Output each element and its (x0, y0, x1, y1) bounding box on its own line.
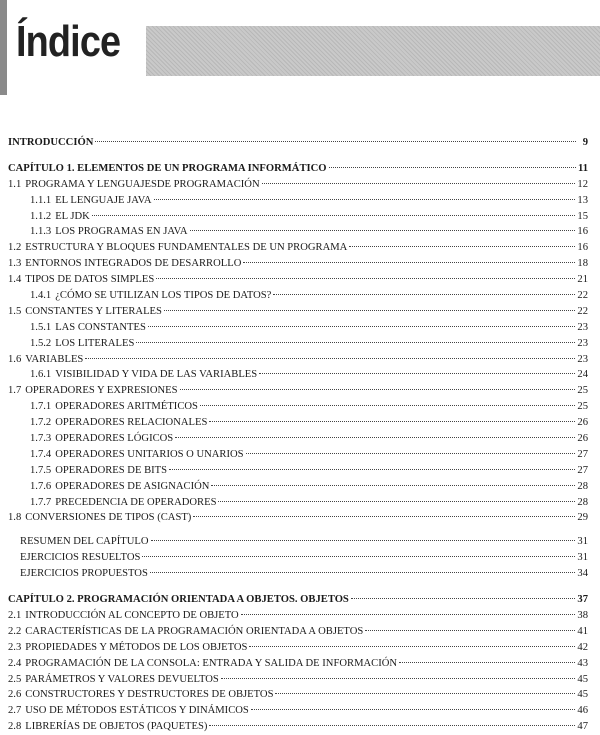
toc-entry-label: OPERADORES RELACIONALES (55, 417, 208, 429)
toc-entry-page: 24 (577, 369, 588, 381)
toc-entry[interactable] (8, 352, 588, 368)
toc-entry[interactable] (8, 224, 588, 240)
leader-dots (249, 646, 575, 647)
leader-dots (142, 556, 575, 557)
toc-entry-page: 45 (577, 673, 588, 685)
toc-entry-label: PROPIEDADES Y MÉTODOS DE LOS OBJETOS (25, 641, 248, 653)
toc-entry-number: 1.7.6 (30, 480, 52, 492)
leader-dots (349, 246, 575, 247)
toc-entry-number: 1.7.7 (30, 496, 52, 508)
toc-entry-page: 45 (577, 689, 588, 701)
toc-entry[interactable] (8, 367, 588, 383)
toc-entry-label: PARÁMETROS Y VALORES DEVUELTOS (25, 673, 219, 685)
toc-entry-number: 1.2 (8, 242, 22, 254)
leader-dots (180, 389, 576, 390)
toc-entry[interactable] (8, 304, 588, 320)
toc-entry[interactable] (8, 479, 588, 495)
toc-entry-number: 2.7 (8, 705, 22, 717)
toc-chapter-2-items (8, 608, 588, 735)
toc-entry[interactable] (8, 550, 588, 566)
toc-entry-label: EJERCICIOS RESUELTOS (20, 552, 141, 564)
toc-entry-label: RESUMEN DEL CAPÍTULO (20, 536, 149, 548)
toc-entry-number: 2.5 (8, 673, 22, 685)
toc-entry-label: LAS CONSTANTES (55, 321, 146, 333)
toc-entry[interactable] (8, 256, 588, 272)
toc-entry[interactable] (8, 209, 588, 225)
leader-dots (329, 167, 576, 168)
toc-entry[interactable] (8, 687, 588, 703)
toc-chapter-1-items (8, 177, 588, 527)
toc-entry[interactable] (8, 177, 588, 193)
leader-dots (246, 453, 576, 454)
toc-entry[interactable] (8, 566, 588, 582)
toc-entry-number: 1.7.4 (30, 448, 52, 460)
toc-entry-label: EL LENGUAJE JAVA (55, 194, 152, 206)
toc-entry-label: VISIBILIDAD Y VIDA DE LAS VARIABLES (55, 369, 258, 381)
leader-dots (164, 310, 575, 311)
leader-dots (175, 437, 575, 438)
toc-entry[interactable] (8, 703, 588, 719)
leader-dots (156, 278, 575, 279)
toc-entry-page: 11 (577, 162, 588, 174)
toc-entry[interactable] (8, 336, 588, 352)
toc-chapter-1-heading[interactable] (8, 161, 588, 177)
toc-entry-page: 23 (577, 321, 588, 333)
toc-entry-number: 2.4 (8, 657, 22, 669)
toc-entry[interactable] (8, 640, 588, 656)
toc-entry-page: 43 (577, 657, 588, 669)
toc-entry[interactable] (8, 288, 588, 304)
toc-entry-label: OPERADORES LÓGICOS (55, 433, 174, 445)
leader-dots (275, 693, 575, 694)
leader-dots (241, 614, 576, 615)
toc-entry-number: 1.1.3 (30, 226, 52, 238)
leader-dots (150, 572, 576, 573)
toc-entry-label: ENTORNOS INTEGRADOS DE DESARROLLO (25, 258, 242, 270)
toc-entry[interactable] (8, 193, 588, 209)
toc-entry-label: ESTRUCTURA Y BLOQUES FUNDAMENTALES DE UN PROGRAMA (25, 242, 348, 254)
toc-entry-label: OPERADORES Y EXPRESIONES (25, 385, 178, 397)
toc-entry-page: 28 (577, 496, 588, 508)
toc-entry-number: 1.7 (8, 385, 22, 397)
leader-dots (351, 598, 576, 599)
toc-entry[interactable] (8, 272, 588, 288)
leader-dots (243, 262, 575, 263)
toc-entry-page: 25 (577, 385, 588, 397)
toc-entry-number: 2.8 (8, 721, 22, 733)
leader-dots (136, 342, 575, 343)
toc-entry-label: CONVERSIONES DE TIPOS (CAST) (25, 512, 192, 524)
toc-entry-page: 13 (577, 194, 588, 206)
toc-entry[interactable] (8, 447, 588, 463)
toc-entry-page: 28 (577, 480, 588, 492)
toc-entry-page: 47 (577, 721, 588, 733)
toc-entry-label: CARACTERÍSTICAS DE LA PROGRAMACIÓN ORIENTADA A OBJETOS (25, 625, 364, 637)
toc-entry-label: PROGRAMA Y LENGUAJESDE PROGRAMACIÓN (25, 178, 260, 190)
toc-entry-page: 15 (577, 210, 588, 222)
toc-entry-number: 1.5.2 (30, 337, 52, 349)
leader-dots (399, 662, 575, 663)
toc-entry-number: 1.6 (8, 353, 22, 365)
toc-entry[interactable] (8, 608, 588, 624)
toc-entry-number: 1.4 (8, 274, 22, 286)
toc-entry-page: 46 (577, 705, 588, 717)
leader-dots (148, 326, 576, 327)
toc-entry-page: 12 (577, 178, 588, 190)
toc-entry-number: 1.7.2 (30, 417, 52, 429)
table-of-contents (8, 135, 588, 735)
leader-dots (92, 215, 576, 216)
toc-entry-number: 1.7.3 (30, 433, 52, 445)
leader-dots (218, 501, 575, 502)
toc-entry-page: 9 (582, 137, 588, 148)
toc-entry-page: 23 (577, 337, 588, 349)
toc-entry-number: 1.6.1 (30, 369, 52, 381)
toc-entry[interactable] (8, 240, 588, 256)
leader-dots (273, 294, 575, 295)
toc-entry-label: OPERADORES UNITARIOS O UNARIOS (55, 448, 244, 460)
toc-entry[interactable] (8, 495, 588, 511)
leader-dots (209, 725, 575, 726)
toc-entry-label: PRECEDENCIA DE OPERADORES (55, 496, 217, 508)
toc-entry-label: OPERADORES DE ASIGNACIÓN (55, 480, 210, 492)
toc-entry-label: PROGRAMACIÓN DE LA CONSOLA: ENTRADA Y SALIDA DE INFORMACIÓN (25, 657, 398, 669)
toc-entry[interactable] (8, 510, 588, 526)
toc-entry-page: 26 (577, 433, 588, 445)
title-band (146, 26, 600, 76)
toc-chapter-2-heading[interactable] (8, 592, 588, 608)
toc-entry-number: 2.2 (8, 625, 22, 637)
toc-entry[interactable] (8, 719, 588, 735)
toc-entry-label: LIBRERÍAS DE OBJETOS (PAQUETES) (25, 721, 208, 733)
toc-entry-number: 1.4.1 (30, 290, 52, 302)
toc-entry-page: 31 (577, 552, 588, 564)
toc-entry-number: 1.5 (8, 305, 22, 317)
leader-dots (262, 183, 576, 184)
toc-entry-page: 34 (577, 568, 588, 580)
toc-entry[interactable] (8, 415, 588, 431)
leader-dots (95, 141, 576, 142)
toc-entry-number: 1.8 (8, 512, 22, 524)
toc-entry[interactable] (8, 656, 588, 672)
toc-entry-page: 21 (577, 274, 588, 286)
toc-entry[interactable] (8, 383, 588, 399)
toc-entry-page: 38 (577, 609, 588, 621)
toc-entry-label: LOS LITERALES (55, 337, 135, 349)
toc-entry-page: 22 (577, 305, 588, 317)
toc-entry-label: EL JDK (55, 210, 90, 222)
toc-entry-page: 23 (577, 353, 588, 365)
leader-dots (190, 230, 576, 231)
toc-entry-page: 22 (577, 290, 588, 302)
toc-entry-label: INTRODUCCIÓN AL CONCEPTO DE OBJETO (25, 609, 239, 621)
toc-entry-number: 1.3 (8, 258, 22, 270)
toc-entry-page: 27 (577, 464, 588, 476)
toc-entry[interactable] (8, 431, 588, 447)
toc-entry-label: ¿CÓMO SE UTILIZAN LOS TIPOS DE DATOS? (55, 290, 272, 302)
toc-entry-label: OPERADORES ARITMÉTICOS (55, 401, 198, 413)
toc-entry-number: 2.3 (8, 641, 22, 653)
toc-entry-label: LOS PROGRAMAS EN JAVA (55, 226, 188, 238)
leader-dots (365, 630, 575, 631)
toc-entry-label: INTRODUCCIÓN (8, 137, 94, 148)
toc-entry[interactable] (8, 463, 588, 479)
page-title: Índice (16, 17, 121, 66)
leader-dots (154, 199, 576, 200)
toc-entry-label: CONSTANTES Y LITERALES (25, 305, 162, 317)
leader-dots (169, 469, 575, 470)
toc-entry-label: TIPOS DE DATOS SIMPLES (25, 274, 155, 286)
toc-entry-page: 18 (577, 258, 588, 270)
leader-dots (209, 421, 575, 422)
toc-entry-label: USO DE MÉTODOS ESTÁTICOS Y DINÁMICOS (25, 705, 249, 717)
toc-entry-number: 1.1.2 (30, 210, 52, 222)
toc-entry-number: 1.1.1 (30, 194, 52, 206)
leader-dots (85, 358, 575, 359)
toc-entry-page: 16 (577, 226, 588, 238)
toc-entry-page: 26 (577, 417, 588, 429)
toc-entry-label: EJERCICIOS PROPUESTOS (20, 568, 148, 580)
toc-entry-page: 31 (577, 536, 588, 548)
toc-entry-page: 27 (577, 448, 588, 460)
toc-entry-page: 29 (577, 512, 588, 524)
leader-dots (221, 678, 576, 679)
toc-entry-number: 2.1 (8, 609, 22, 621)
toc-entry-page: 41 (577, 625, 588, 637)
toc-entry[interactable] (8, 399, 588, 415)
leader-dots (200, 405, 575, 406)
leader-dots (193, 516, 575, 517)
toc-entry-label: CONSTRUCTORES Y DESTRUCTORES DE OBJETOS (25, 689, 274, 701)
toc-entry-label: VARIABLES (25, 353, 84, 365)
leader-dots (151, 540, 576, 541)
toc-entry-label: CAPÍTULO 1. ELEMENTOS DE UN PROGRAMA INFORMÁTICO (8, 162, 327, 174)
toc-entry-number: 1.1 (8, 178, 22, 190)
leader-dots (259, 373, 575, 374)
toc-entry-number: 1.7.1 (30, 401, 52, 413)
toc-chapter-1-extras (8, 534, 588, 582)
toc-entry-page: 25 (577, 401, 588, 413)
toc-entry-label: CAPÍTULO 2. PROGRAMACIÓN ORIENTADA A OBJETOS. OBJETOS (8, 594, 349, 606)
toc-intro[interactable] (8, 135, 588, 151)
leader-dots (251, 709, 576, 710)
toc-entry-page: 42 (577, 641, 588, 653)
toc-entry[interactable] (8, 624, 588, 640)
toc-entry-page: 16 (577, 242, 588, 254)
toc-entry[interactable] (8, 672, 588, 688)
toc-entry[interactable] (8, 320, 588, 336)
toc-entry-page: 37 (577, 594, 588, 606)
toc-entry-number: 1.7.5 (30, 464, 52, 476)
toc-entry-number: 2.6 (8, 689, 22, 701)
leader-dots (211, 485, 575, 486)
toc-entry[interactable] (8, 534, 588, 550)
toc-entry-label: OPERADORES DE BITS (55, 464, 168, 476)
left-edge-bar (0, 0, 7, 95)
toc-entry-number: 1.5.1 (30, 321, 52, 333)
